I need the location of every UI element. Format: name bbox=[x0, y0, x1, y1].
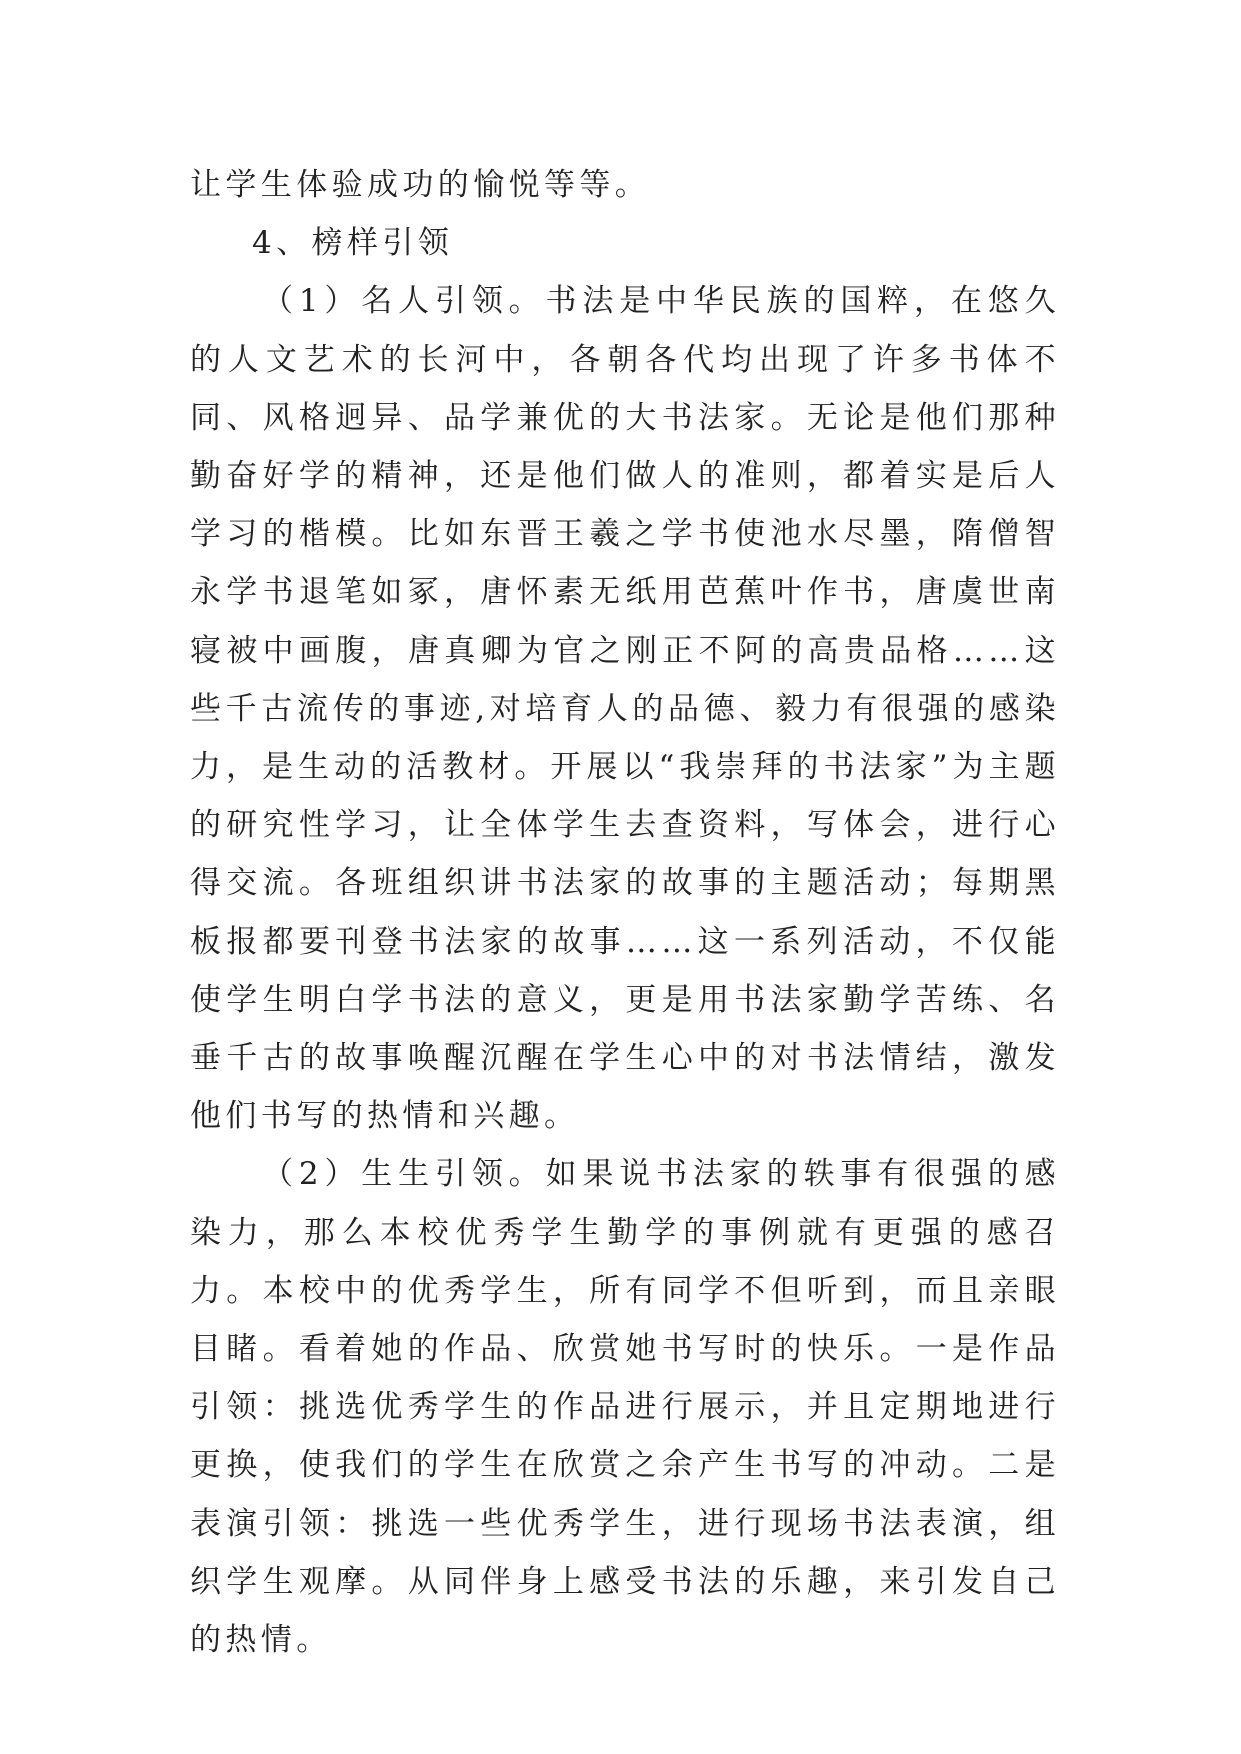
paragraph-continuation: 让学生体验成功的愉悦等等。 bbox=[190, 167, 651, 203]
document-body bbox=[190, 156, 1060, 1669]
paragraph-peer-example: （2）生生引领。如果说书法家的轶事有很强的感染力，那么本校优秀学生勤学的事例就有更强的感召力。本校中的优秀学生，所有同学不但听到，而且亲眼目睹。看着她的作品、欣赏她书写时的快乐。一是作品引领：挑选优秀学生的作品进行展示，并且定期地进行更换，使我们的学生在欣赏之余产生书写的冲动。二是表演引领：挑选一些优秀学生，进行现场书法表演，组织学生观摩。从同伴身上感受书法的乐趣，来引发自己的热情。 bbox=[190, 1156, 1060, 1659]
paragraph-celebrity-example: （1）名人引领。书法是中华民族的国粹，在悠久的人文艺术的长河中，各朝各代均出现了许多书体不同、风格迥异、品学兼优的大书法家。无论是他们那种勤奋好学的精神，还是他们做人的准则，都着实是后人学习的楷模。比如东晋王羲之学书使池水尽墨，隋僧智永学书退笔如冢，唐怀素无纸用芭蕉叶作书，唐虞世南寝被中画腹，唐真卿为官之刚正不阿的高贵品格……这些千古流传的事迹,对培育人的品德、毅力有很强的感染力，是生动的活教材。开展以“我崇拜的书法家”为主题的研究性学习，让全体学生去查资料，写体会，进行心得交流。各班组织讲书法家的故事的主题活动；每期黑板报都要刊登书法家的故事……这一系列活动，不仅能使学生明白学书法的意义，更是用书法家勤学苦练、名垂千古的故事唤醒沉醒在学生心中的对书法情结，激发他们书写的热情和兴趣。 bbox=[190, 283, 1060, 1135]
section-heading: 4、榜样引领 bbox=[252, 225, 454, 262]
